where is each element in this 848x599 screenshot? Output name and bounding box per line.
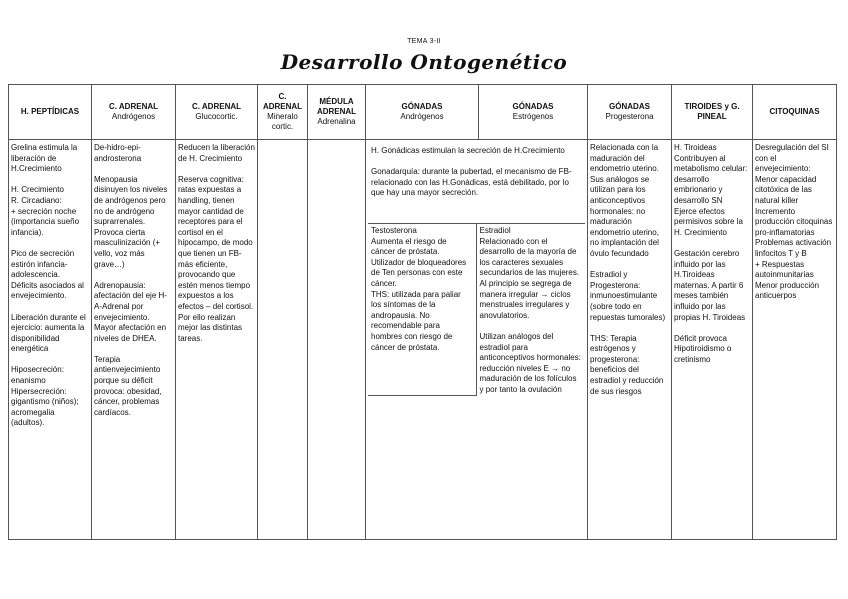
col-header-gonadas-androgenos: GÓNADAS Andrógenos [366,85,479,140]
col-header-adrenal-androgenos: C. ADRENAL Andrógenos [92,85,176,140]
cell-tiroides-pineal: H. Tiroideas Contribuyen al metabolismo celular: desarrollo embrionario y desarrollo SN Ejerce efectos permisivos sobre la H. Crecimiento Gestación cerebro influido por las H.Tiroideas maternas. A partir 6 meses también influido por las propias H. Tiroideas Déficit provoca Hipotiroidismo o cretinismo [672,140,753,540]
cell-progesterona: Relacionada con la maduración del endometrio uterino. Sus análogos se utilizan para los anticonceptivos hormonales: no maduración endometrio uterino, no implantación del óvulo fecundado Estradiol y Progesterona: inmunoestimulante (sobre todo en repuestas tumorales) THS: Terapia estrógenos y progesterona: beneficios del estradiol y reducción de sus riesgos [588,140,672,540]
col-header-citoquinas: CITOQUINAS [753,85,837,140]
cell-gonadas [366,140,588,540]
gonadas-split [368,224,585,398]
gonadas-general-note: H. Gonádicas estimulan la secreción de H.Crecimiento Gonadarquía: durante la pubertad, el mecanismo de FB- relacionado con las H.Gonádicas, está debilitado, por lo que hay una mayor secreción. [368,143,585,224]
content-row [9,140,837,540]
cell-peptidicas: Grelina estimula la liberación de H.Crecimiento H. Crecimiento R. Circadiano: + secreción noche (importancia sueño infancia). Pico de secreción estirón infancia-adolescencia. Déficits asociados al envejecimiento. Liberación durante el ejercicio: aumenta la disponibilidad energética Hiposecreción: enanismo Hipersecreción: gigantismo (niños); acromegalia (adultos). [9,140,92,540]
col-header-adrenal-glucocorticoides: C. ADRENAL Glucocortic. [176,85,258,140]
col-header-gonadas-progesterona: GÓNADAS Progesterona [588,85,672,140]
cell-citoquinas: Desregulación del SI con el envejecimiento: Menor capacidad citotóxica de las natural killer Incremento producción citoquinas pro-inflamatorias Problemas activación linfocitos T y B + Respuestas autoinmunitarias Menor producción anticuerpos [753,140,837,540]
col-header-peptidicas: H. PEPTÍDICAS [9,85,92,140]
hormone-table [8,84,837,540]
cell-mineralocorticoides [258,140,308,540]
cell-gonadas-estrogenos: Estradiol Relacionado con el desarrollo de la mayoría de los caracteres sexuales secundarios de las mujeres. Al principio se segrega de manera irregular → ciclos menstruales irregulares y anovulatorios. Utilizan análogos del estradiol para anticonceptivos hormonales: reducción niveles E → no maduración de los folículos y por tanto la ovulación [479,226,581,394]
document-title: Desarrollo Ontogenético [280,50,568,74]
col-header-gonadas-estrogenos: GÓNADAS Estrógenos [479,85,588,140]
cell-glucocorticoides: Reducen la liberación de H. Crecimiento Reserva cognitiva: ratas expuestas a handling, tienen mayor cantidad de receptores para el cortisol en el hipocampo, de modo que tienen un FB- más eficiente, provocando que estén menos tiempo expuestos a los efectos – del cortisol. Por ello realizan mejor las distintas tareas. [176,140,258,540]
cell-gonadas-androgenos: Testosterona Aumenta el riesgo de cáncer de próstata. Utilizador de bloqueadores de Ten personas con este cáncer. THS: utilizada para paliar los síntomas de la andropausia. No recomendable para hombres con riesgo de cáncer de próstata. [368,224,477,396]
cell-medula-adrenal [308,140,366,540]
col-header-tiroides-pineal: TIROIDES y G. PINEAL [672,85,753,140]
cell-adrenal-androgenos: De-hidro-epi-androsterona Menopausia disinuyen los niveles de andrógenos pero no de andrógeno suprarrenales. Provoca cierta masculinización (+ vello, voz más grave…) Adrenopausia: afectación del eje H-A-Adrenal por envejecimiento. Mayor afectación en niveles de DHEA. Terapia antienvejecimiento porque su déficit provoca: obesidad, cáncer, problemas cardíacos. [92,140,176,540]
col-header-adrenal-mineralocorticoides: C. ADRENAL Mineralo cortic. [258,85,308,140]
header-row [9,85,837,140]
topic-label: TEMA 3-II [407,38,441,45]
col-header-medula-adrenal: MÉDULA ADRENAL Adrenalina [308,85,366,140]
